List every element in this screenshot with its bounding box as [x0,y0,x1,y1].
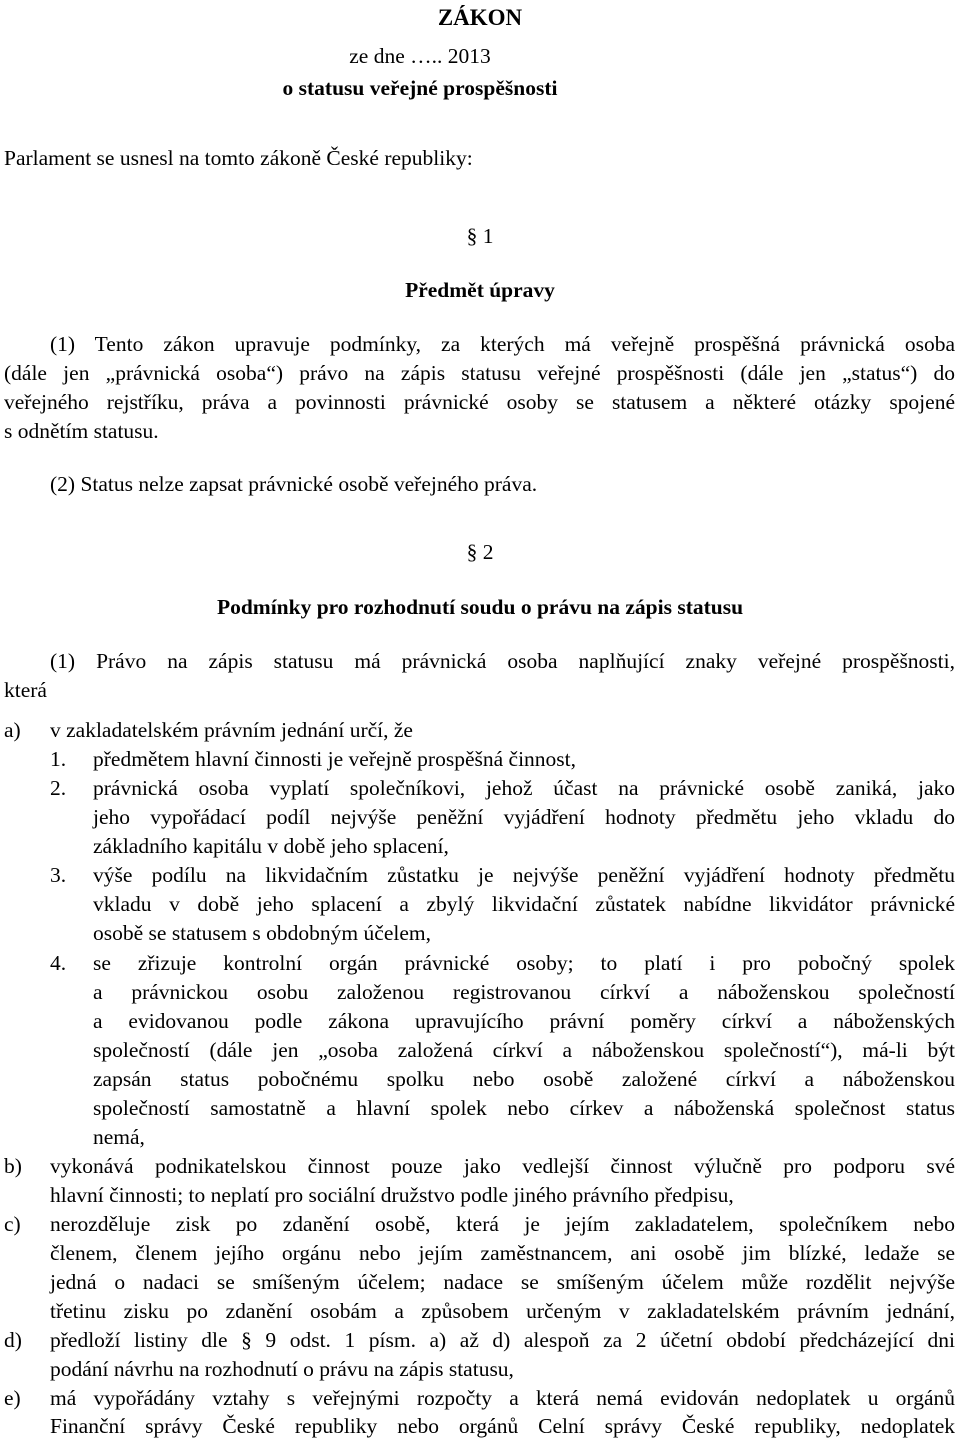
item-a-4-marker: 4. [50,951,67,975]
item-e-line: Finanční správy České republiky nebo orgánů Celní správy České republiky, nedoplatek [50,1414,955,1438]
law-title: ZÁKON [437,5,523,30]
law-date: ze dne ….. 2013 [349,44,491,68]
item-a-3-marker: 3. [50,863,67,887]
section-1-para-1-line: (1) Tento zákon upravuje podmínky, za kterých má veřejně prospěšná právnická osoba [50,332,955,356]
item-a-3-line: výše podílu na likvidačním zůstatku je nejvýše peněžní vyjádření hodnoty předmětu [93,863,955,887]
item-c-line: jedná o nadaci se smíšeným účelem; nadace se smíšeným účelem může rozdělit nejvýše [50,1270,955,1294]
item-a-2-marker: 2. [50,776,67,800]
item-a-4-line: nemá, [93,1125,145,1149]
section-1-heading: Předmět úpravy [405,278,555,302]
item-a-1-marker: 1. [50,747,67,771]
item-a-4-line: společností samostatně a hlavní spolek nebo církev a náboženská společnost status [93,1096,955,1120]
item-a-marker: a) [4,718,21,742]
item-a-text: v zakladatelském právním jednání určí, že [50,718,413,742]
section-1-para-2: (2) Status nelze zapsat právnické osobě veřejného práva. [50,472,538,496]
item-e-marker: e) [4,1386,21,1410]
item-d-line: podání návrhu na rozhodnutí o právu na zápis statusu, [50,1357,514,1381]
item-d-line: předloží listiny dle § 9 odst. 1 písm. a) až d) alespoň za 2 účetní období předcházející dni [50,1328,955,1352]
item-c-line: nerozděluje zisk po zdanění osobě, která je jejím zakladatelem, společníkem nebo [50,1212,955,1236]
item-a-2-line: základního kapitálu v době jeho splacení, [93,834,449,858]
item-a-4-line: zapsán status pobočnému spolku nebo osobě založené církví a náboženskou [93,1067,955,1091]
section-2-para-1-line: (1) Právo na zápis statusu má právnická osoba naplňující znaky veřejné prospěšnosti, [50,649,955,673]
item-c-marker: c) [4,1212,21,1236]
section-2-number: § 2 [466,540,494,564]
item-a-2-line: právnická osoba vyplatí společníkovi, jehož účast na právnické osobě zaniká, jako [93,776,955,800]
preamble: Parlament se usnesl na tomto zákoně České republiky: [4,146,473,170]
section-1-number: § 1 [466,224,494,248]
item-c-line: členem, členem jejího orgánu nebo jejím zaměstnancem, ani osobě jim blízké, ledaže se [50,1241,955,1265]
item-a-4-line: společností (dále jen „osoba založená církví a náboženskou společností“), má-li být [93,1038,955,1062]
item-a-1-text: předmětem hlavní činnosti je veřejně prospěšná činnost, [93,747,577,771]
law-subtitle: o statusu veřejné prospěšnosti [282,76,558,100]
item-b-line: vykonává podnikatelskou činnost pouze jako vedlejší činnost výlučně pro podporu své [50,1154,955,1178]
item-e-line: má vypořádány vztahy s veřejnými rozpočty a která nemá evidován nedoplatek u orgánů [50,1386,955,1410]
item-a-2-line: jeho vypořádací podíl nejvýše peněžní vyjádření hodnoty předmětu jeho vkladu do [93,805,955,829]
item-a-3-line: vkladu v době jeho splacení a zbylý likvidační zůstatek nabídne likvidátor právnické [93,892,955,916]
section-1-para-1-line: s odnětím statusu. [4,419,159,443]
section-1-para-1-line: veřejného rejstříku, práva a povinnosti právnické osoby se statusem a některé otázky spojené [4,390,955,414]
item-d-marker: d) [4,1328,22,1352]
item-b-marker: b) [4,1154,22,1178]
item-a-4-line: a právnickou osobu založenou registrovanou církví a náboženskou společností [93,980,955,1004]
section-2-heading: Podmínky pro rozhodnutí soudu o právu na zápis statusu [216,595,744,619]
section-1-para-1-line: (dále jen „právnická osoba“) právo na zápis statusu veřejné prospěšnosti (dále jen „status“) do [4,361,955,385]
item-b-line: hlavní činnosti; to neplatí pro sociální družstvo podle jiného právního předpisu, [50,1183,734,1207]
item-a-4-line: a evidovanou podle zákona upravujícího právní poměry církví a náboženských [93,1009,955,1033]
item-c-line: třetinu zisku po zdanění osobám a způsobem určeným v zakladatelském právním jednání, [50,1299,955,1323]
item-a-4-line: se zřizuje kontrolní orgán právnické osoby; to platí i pro pobočný spolek [93,951,955,975]
section-2-para-1-line: která [4,678,47,702]
item-a-3-line: osobě se statusem s obdobným účelem, [93,921,431,945]
